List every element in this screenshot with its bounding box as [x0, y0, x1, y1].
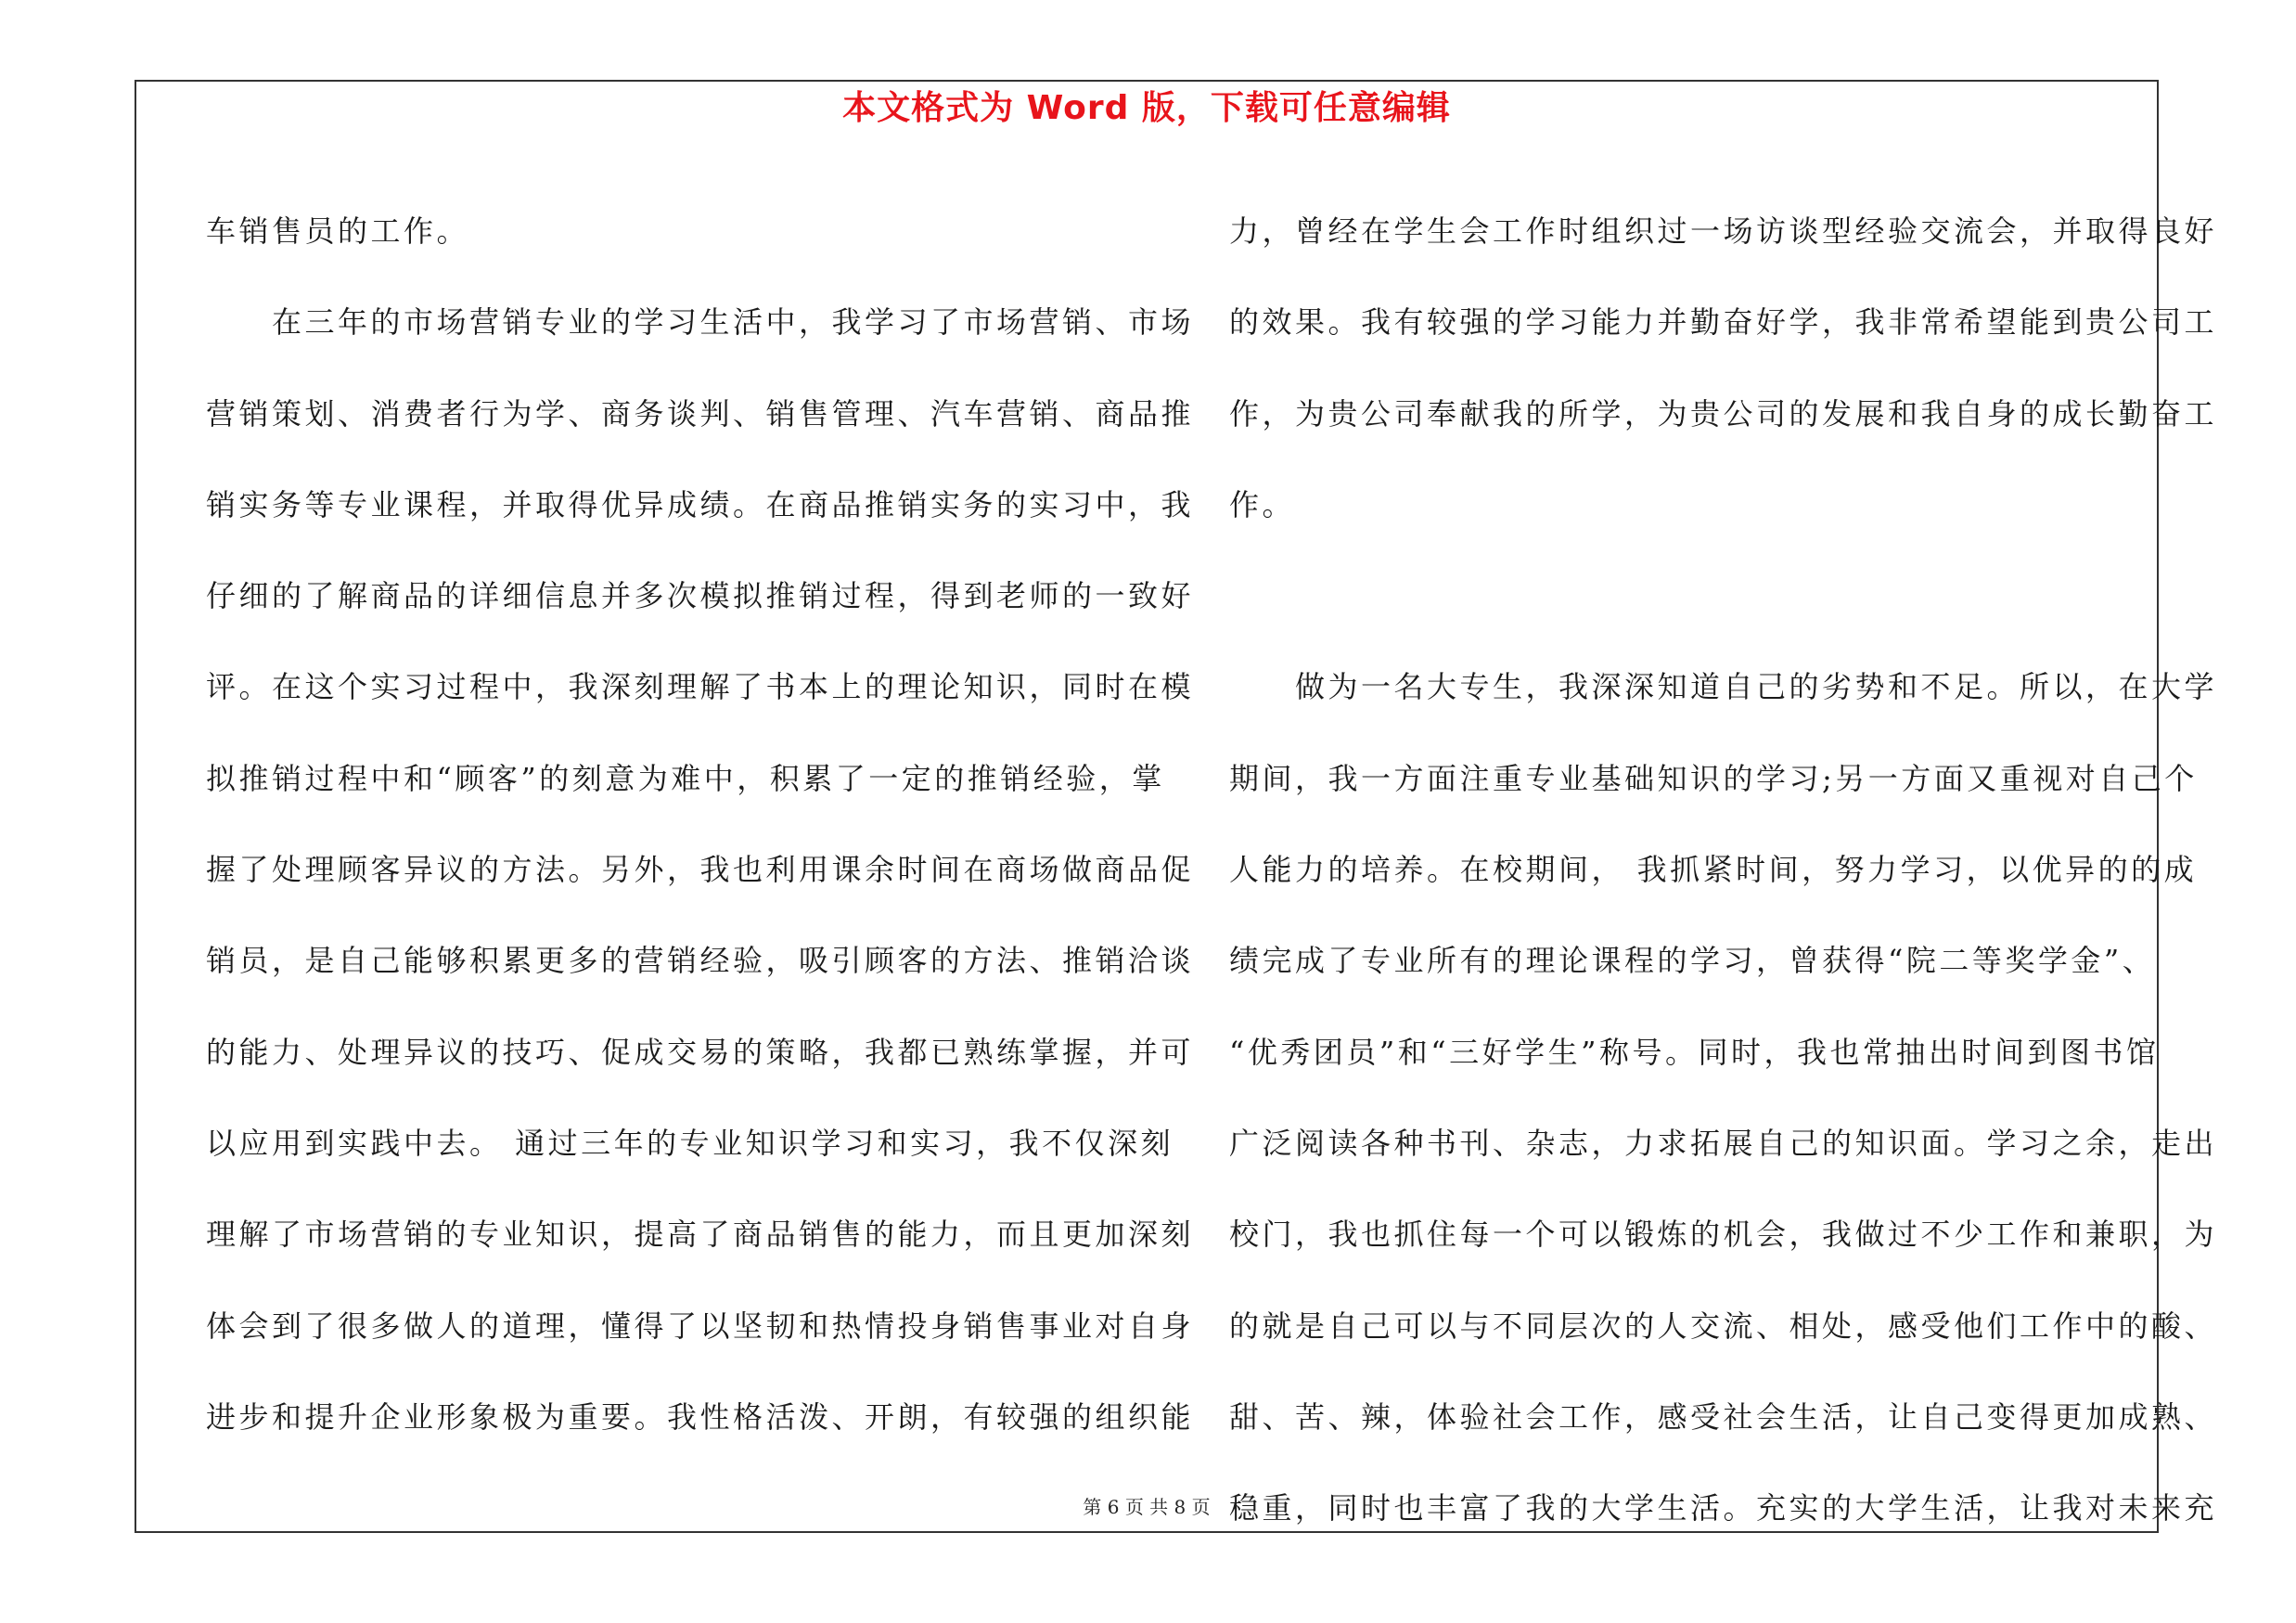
- text-line: 作。: [1229, 486, 1296, 522]
- text-line: 力，曾经在学生会工作时组织过一场访谈型经验交流会，并取得良好: [1229, 213, 2218, 249]
- text-line: 的能力、处理异议的技巧、促成交易的策略，我都已熟练掌握，并可: [206, 1034, 1195, 1070]
- text-line: 仔细的了解商品的详细信息并多次模拟推销过程，得到老师的一致好: [206, 578, 1195, 614]
- text-line: 车销售员的工作。: [206, 213, 470, 249]
- text-line: 作，为贵公司奉献我的所学，为贵公司的发展和我自身的成长勤奋工: [1229, 395, 2218, 432]
- text-line: 销实务等专业课程，并取得优异成绩。在商品推销实务的实习中，我: [206, 486, 1195, 522]
- text-line: 校门，我也抓住每一个可以锻炼的机会，我做过不少工作和兼职，为: [1229, 1217, 2218, 1253]
- text-line: 人能力的培养。在校期间， 我抓紧时间，努力学习，以优异的的成: [1229, 852, 2198, 888]
- page-number: 第 6 页 共 8 页: [1083, 1496, 1211, 1518]
- text-line: 期间，我一方面注重专业基础知识的学习;另一方面又重视对自己个: [1229, 760, 2198, 796]
- text-line: 甜、苦、辣，体验社会工作，感受社会生活，让自己变得更加成熟、: [1229, 1398, 2218, 1435]
- text-line: 营销策划、消费者行为学、商务谈判、销售管理、汽车营销、商品推: [206, 395, 1195, 432]
- left-column: [206, 186, 1195, 1462]
- text-line: 拟推销过程中和“顾客”的刻意为难中，积累了一定的推销经验，掌: [206, 760, 1165, 796]
- text-line: 体会到了很多做人的道理，懂得了以坚韧和热情投身销售事业对自身: [206, 1307, 1195, 1344]
- text-line: 广泛阅读各种书刊、杂志，力求拓展自己的知识面。学习之余，走出: [1229, 1125, 2218, 1161]
- text-line: 理解了市场营销的专业知识，提高了商品销售的能力，而且更加深刻: [206, 1217, 1195, 1253]
- text-line: 评。在这个实习过程中，我深刻理解了书本上的理论知识，同时在模: [206, 669, 1195, 705]
- text-line: 的就是自己可以与不同层次的人交流、相处，感受他们工作中的酸、: [1229, 1307, 2218, 1344]
- text-line: 的效果。我有较强的学习能力并勤奋好学，我非常希望能到贵公司工: [1229, 304, 2218, 341]
- header-banner: 本文格式为 Word 版，下载可任意编辑: [842, 89, 1451, 127]
- text-line: “优秀团员”和“三好学生”称号。同时，我也常抽出时间到图书馆: [1229, 1034, 2160, 1070]
- text-line: 在三年的市场营销专业的学习生活中，我学习了市场营销、市场: [206, 304, 1195, 341]
- text-line: 做为一名大专生，我深深知道自己的劣势和不足。所以，在大学: [1229, 669, 2218, 705]
- text-line: 握了处理顾客异议的方法。另外，我也利用课余时间在商场做商品促: [206, 852, 1195, 888]
- blank-line: [1229, 550, 2148, 641]
- text-line: 以应用到实践中去。 通过三年的专业知识学习和实习，我不仅深刻: [206, 1125, 1174, 1161]
- text-line: 稳重，同时也丰富了我的大学生活。充实的大学生活，让我对未来充: [1229, 1490, 2218, 1526]
- text-line: 销员，是自己能够积累更多的营销经验，吸引顾客的方法、推销洽谈: [206, 943, 1195, 979]
- right-column: [1229, 186, 2218, 1553]
- text-line: 进步和提升企业形象极为重要。我性格活泼、开朗，有较强的组织能: [206, 1398, 1195, 1435]
- text-line: 绩完成了专业所有的理论课程的学习，曾获得“院二等奖学金”、: [1229, 943, 2156, 979]
